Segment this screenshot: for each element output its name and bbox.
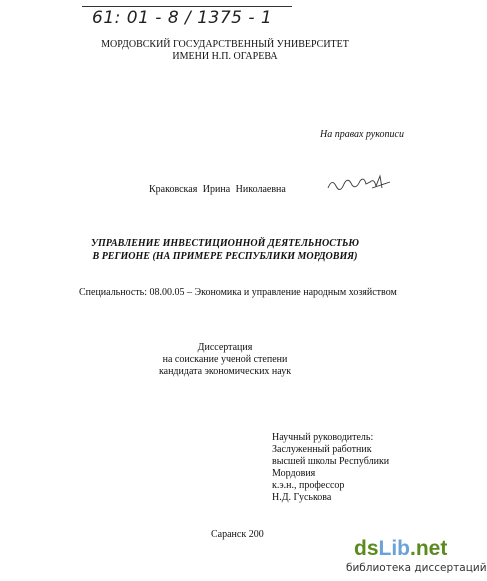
- city-year: Саранск 200: [211, 529, 264, 540]
- rights-note: На правах рукописи: [320, 129, 404, 140]
- supervisor-line-3: Мордовия: [272, 468, 316, 479]
- university-line-2: ИМЕНИ Н.П. ОГАРЕВА: [172, 51, 278, 62]
- thesis-title-line-1: УПРАВЛЕНИЕ ИНВЕСТИЦИОННОЙ ДЕЯТЕЛЬНОСТЬЮ: [91, 238, 359, 249]
- supervisor-line-2: высшей школы Республики: [272, 456, 390, 467]
- dslib-tagline: библиотека диссертаций: [346, 562, 487, 574]
- author-name: Краковская Ирина Николаевна: [149, 184, 286, 195]
- dslib-logo: [354, 536, 447, 562]
- author-signature: [326, 172, 392, 196]
- dslib-brand: dsLib.net: [354, 537, 448, 560]
- supervisor-label: Научный руководитель:: [272, 432, 374, 443]
- specialty: Специальность: 08.00.05 – Экономика и управление народным хозяйством: [79, 287, 397, 298]
- supervisor-line-4: к.э.н., профессор: [272, 480, 345, 491]
- dissertation-line-2: на соискание ученой степени: [162, 354, 288, 365]
- dissertation-line-3: кандидата экономических наук: [158, 366, 292, 377]
- thesis-title-line-2: В РЕГИОНЕ (НА ПРИМЕРЕ РЕСПУБЛИКИ МОРДОВИЯ): [92, 251, 358, 262]
- dslib-watermark: [346, 536, 487, 581]
- dissertation-line-1: Диссертация: [197, 342, 253, 353]
- university-line-1: МОРДОВСКИЙ ГОСУДАРСТВЕННЫЙ УНИВЕРСИТЕТ: [101, 39, 349, 50]
- handwritten-code-overline: [82, 6, 292, 7]
- supervisor-line-5: Н.Д. Гуськова: [272, 492, 332, 503]
- supervisor-line-1: Заслуженный работник: [272, 444, 372, 455]
- handwritten-code: 61: 01 - 8 / 1375 - 1: [92, 8, 273, 28]
